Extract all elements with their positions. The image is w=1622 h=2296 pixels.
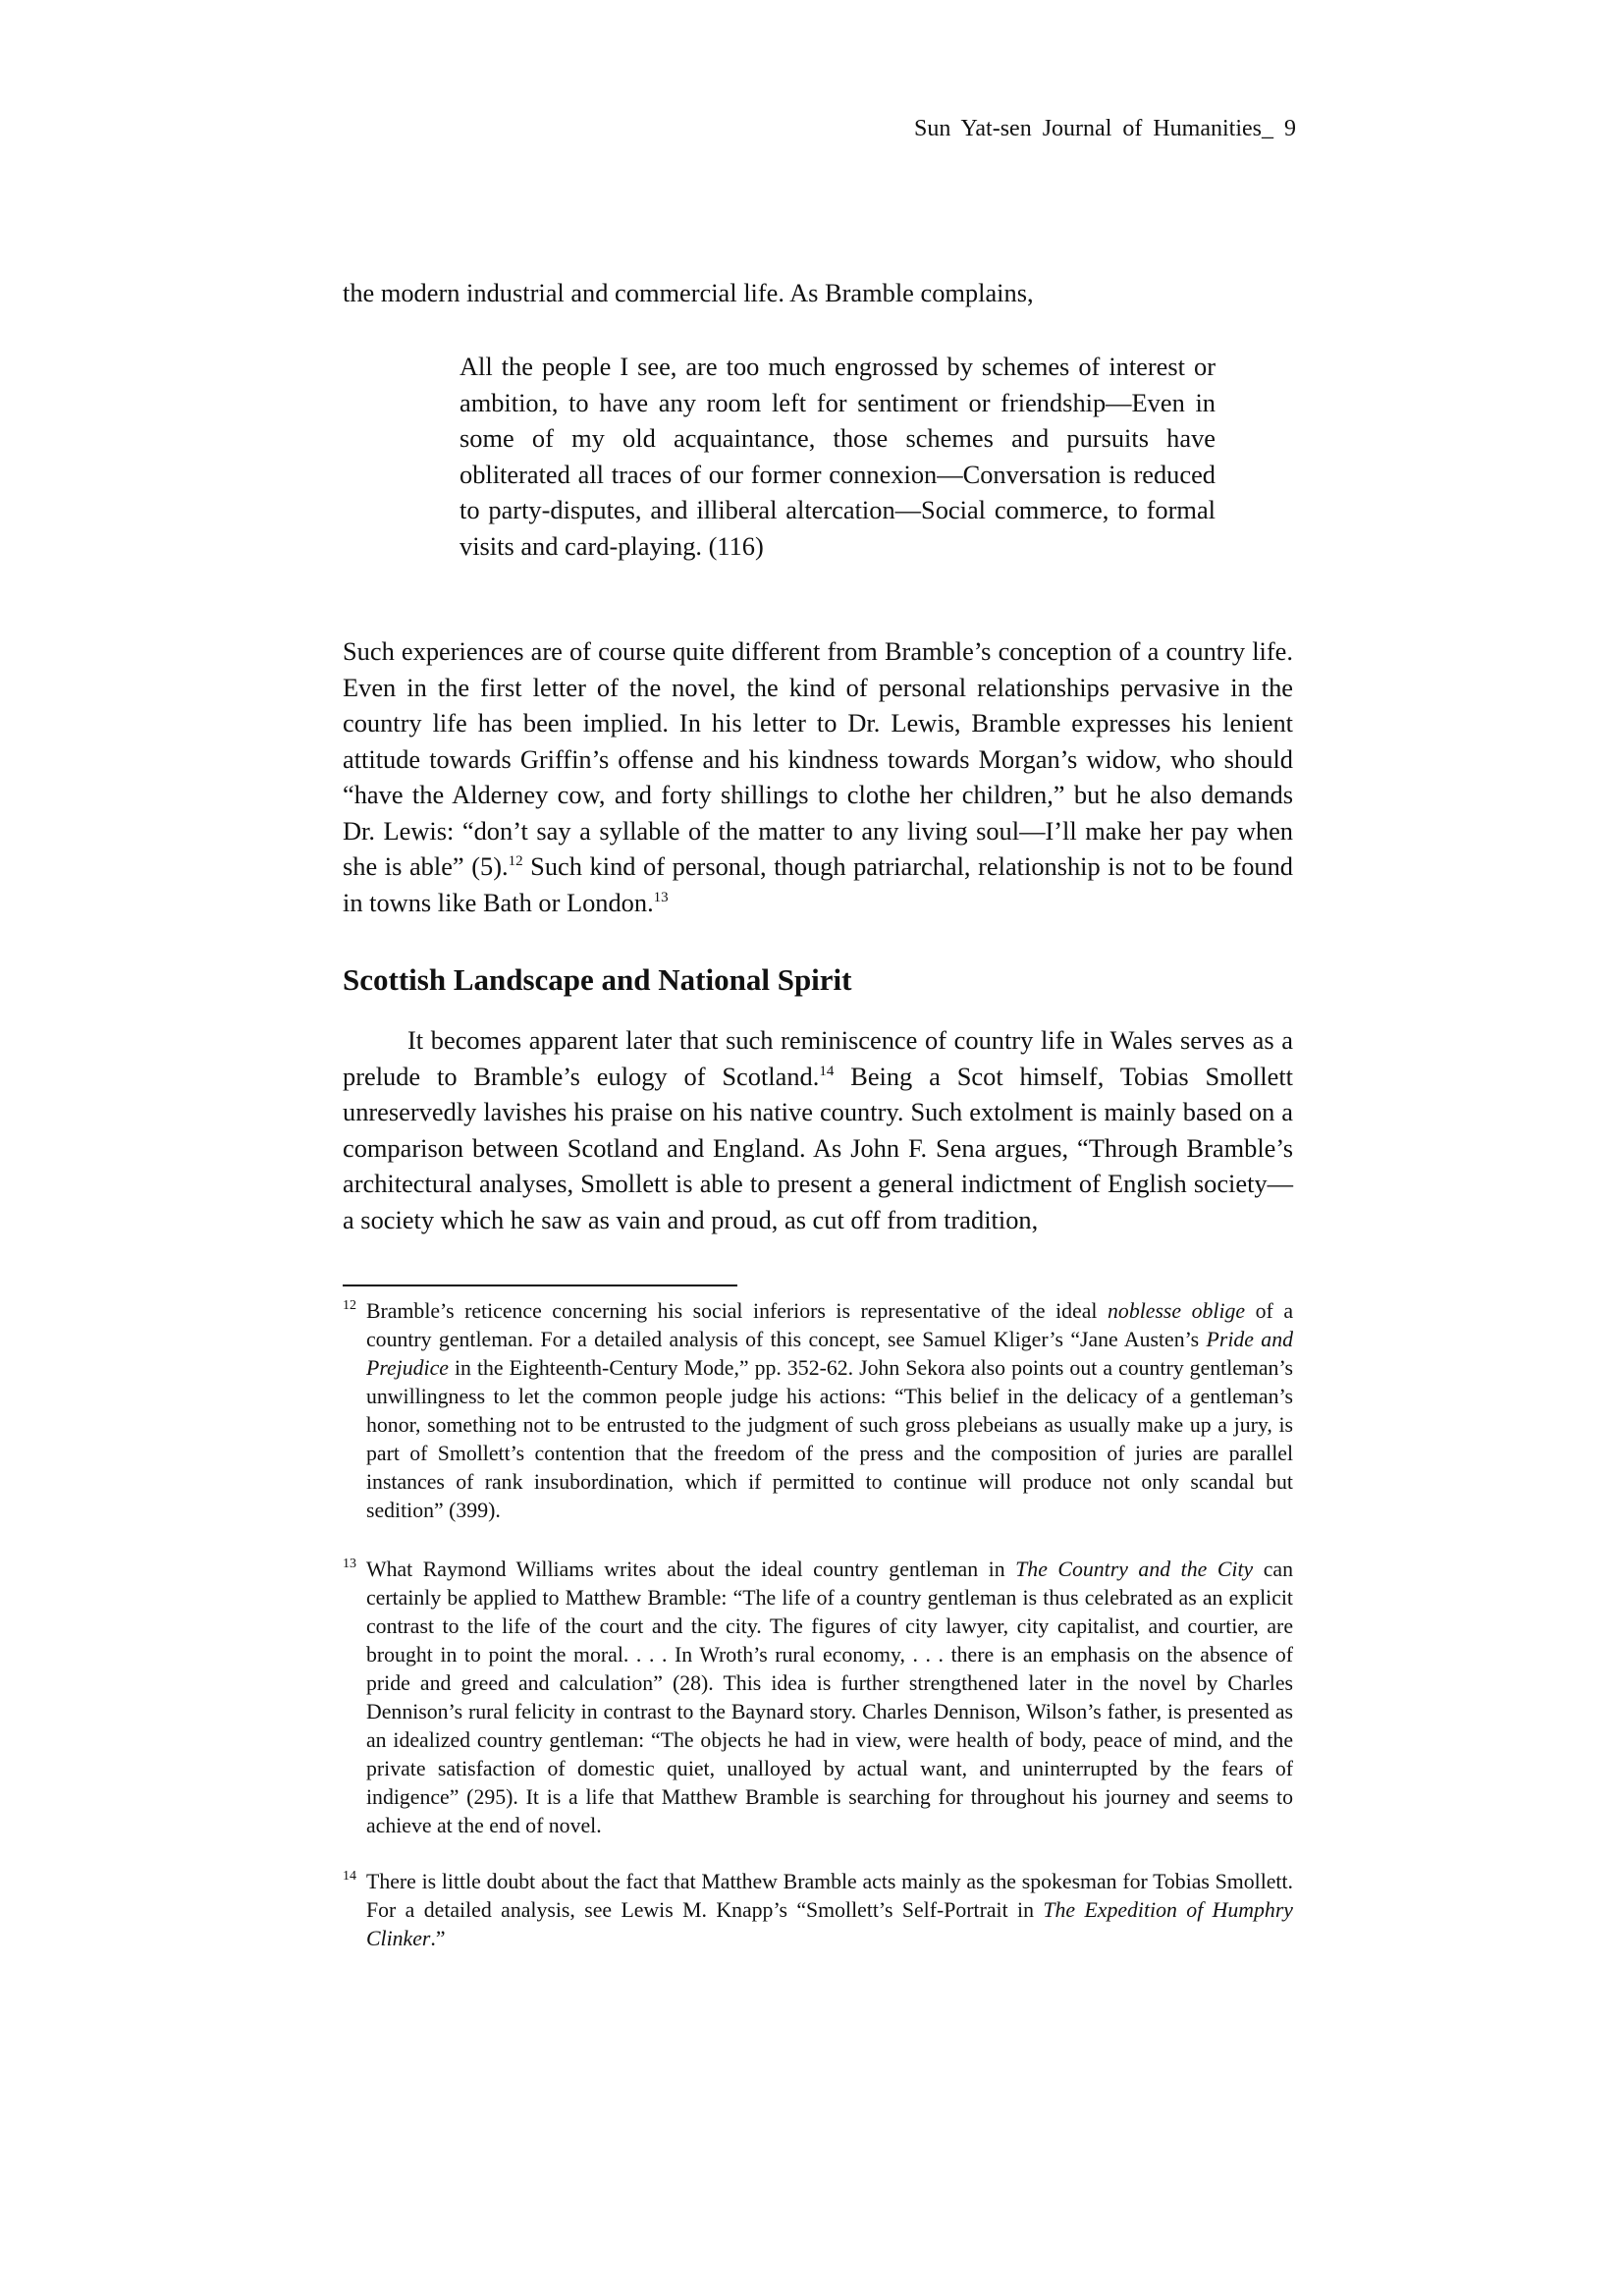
footnote-number: 13	[343, 1557, 356, 1571]
footnote-italic: The Expedition of Humphry Clinker	[366, 1898, 1293, 1950]
footnote-divider	[343, 1285, 737, 1286]
footnote-segment: What Raymond Williams writes about the ideal country gentleman in	[366, 1558, 1016, 1581]
paragraph-text: Being a Scot himself, Tobias Smollett unreservedly lavishes his praise on his native country. Such extolment is mainly based on a comparison between Scotland and England. As John F. Sena argues, “Through Bramble’s architectural analyses, Smollett is able to present a general indictment of English society—a society which he saw as vain and proud, as cut off from tradition,	[343, 1061, 1294, 1234]
footnote-segment: of a country gentleman. For a detailed analysis of this concept, see Samuel Kliger’s “Jane Austen’s	[366, 1299, 1294, 1351]
footnote-13	[343, 1556, 1293, 1840]
footnote-italic: Pride and Prejudice	[366, 1328, 1293, 1380]
footnote-ref-14[interactable]: 14	[819, 1063, 835, 1079]
footnote-segment: Bramble’s reticence concerning his social inferiors is representative of the ideal	[366, 1299, 1108, 1323]
paragraph-lead-in: the modern industrial and commercial life. As Bramble complains,	[343, 278, 1034, 307]
section-heading: Scottish Landscape and National Spirit	[343, 962, 852, 997]
footnote-ref-12[interactable]: 12	[508, 853, 523, 870]
footnote-text	[366, 1868, 1293, 1953]
footnote-number: 12	[343, 1298, 356, 1313]
paragraph-scotland	[343, 1022, 1293, 1237]
footnote-italic: The Country and the City	[1015, 1558, 1254, 1581]
footnote-italic: noblesse oblige	[1108, 1299, 1246, 1323]
footnote-number: 14	[343, 1869, 356, 1884]
footnote-text	[366, 1556, 1293, 1840]
footnote-segment: .”	[430, 1927, 446, 1950]
footnote-segment: in the Eighteenth-Century Mode,” pp. 352-62. John Sekora also points out a country gentleman’s unwillingness to let the common people judge his actions: “This belief in the delicacy of a gentleman’s honor, something not to be entrusted to the judgment of such gross plebeians as usually make up a jury, is part of Smollett’s contention that the freedom of the press and the composition of juries are parallel instances of rank insubordination, which if permitted to continue will produce not only scandal but sedition” (399).	[366, 1356, 1293, 1522]
paragraph-text: Such experiences are of course quite different from Bramble’s conception of a country life. Even in the first letter of the novel, the kind of personal relationships pervasive in the country life has been implied. In his letter to Dr. Lewis, Bramble expresses his lenient attitude towards Griffin’s offense and his kindness towards Morgan’s widow, who should “have the Alderney cow, and forty shillings to clothe her children,” but he also demands Dr. Lewis: “don’t say a syllable of the matter to any living soul—I’ll make her pay when she is able” (5).	[343, 636, 1293, 881]
paragraph-text: Such kind of personal, though patriarchal, relationship is not to be found in towns like Bath or London.	[343, 851, 1293, 917]
footnote-segment: There is little doubt about the fact that Matthew Bramble acts mainly as the spokesman for Tobias Smollett. For a detailed analysis, see Lewis M. Knapp’s “Smollett’s Self-Portrait in	[366, 1870, 1293, 1922]
footnote-segment: can certainly be applied to Matthew Bramble: “The life of a country gentleman is thus celebrated as an explicit contrast to the life of the court and the city. The figures of city lawyer, city capitalist, and courtier, are brought in to point the moral. . . . In Wroth’s rural economy, . . . there is an emphasis on the absence of pride and greed and calculation” (28). This idea is further strengthened later in the novel by Charles Dennison’s rural felicity in contrast to the Baynard story. Charles Dennison, Wilson’s father, is presented as an idealized country gentleman: “The objects he had in view, were health of body, peace of mind, and the private satisfaction of domestic quiet, unalloyed by actual want, and uninterrupted by the fears of indigence” (295). It is a life that Matthew Bramble is searching for throughout his journey and seems to achieve at the end of novel.	[366, 1558, 1293, 1837]
footnote-ref-13[interactable]: 13	[653, 889, 669, 905]
footnote-14	[343, 1868, 1293, 1953]
paragraph-country-life	[343, 633, 1293, 920]
paragraph-text: It becomes apparent later that such reminiscence of country life in Wales serves as a prelude to Bramble’s eulogy of Scotland.	[343, 1025, 1293, 1091]
footnote-text	[366, 1297, 1293, 1525]
footnote-12	[343, 1297, 1293, 1525]
running-head: Sun Yat-sen Journal of Humanities_ 9	[914, 116, 1296, 141]
block-quote: All the people I see, are too much engrossed by schemes of interest or ambition, to have any room left for sentiment or friendship—Even in some of my old acquaintance, those schemes and pursuits have obliterated all traces of our former connexion—Conversation is reduced to party-disputes, and illiberal altercation—Social commerce, to formal visits and card-playing. (116)	[460, 352, 1216, 561]
